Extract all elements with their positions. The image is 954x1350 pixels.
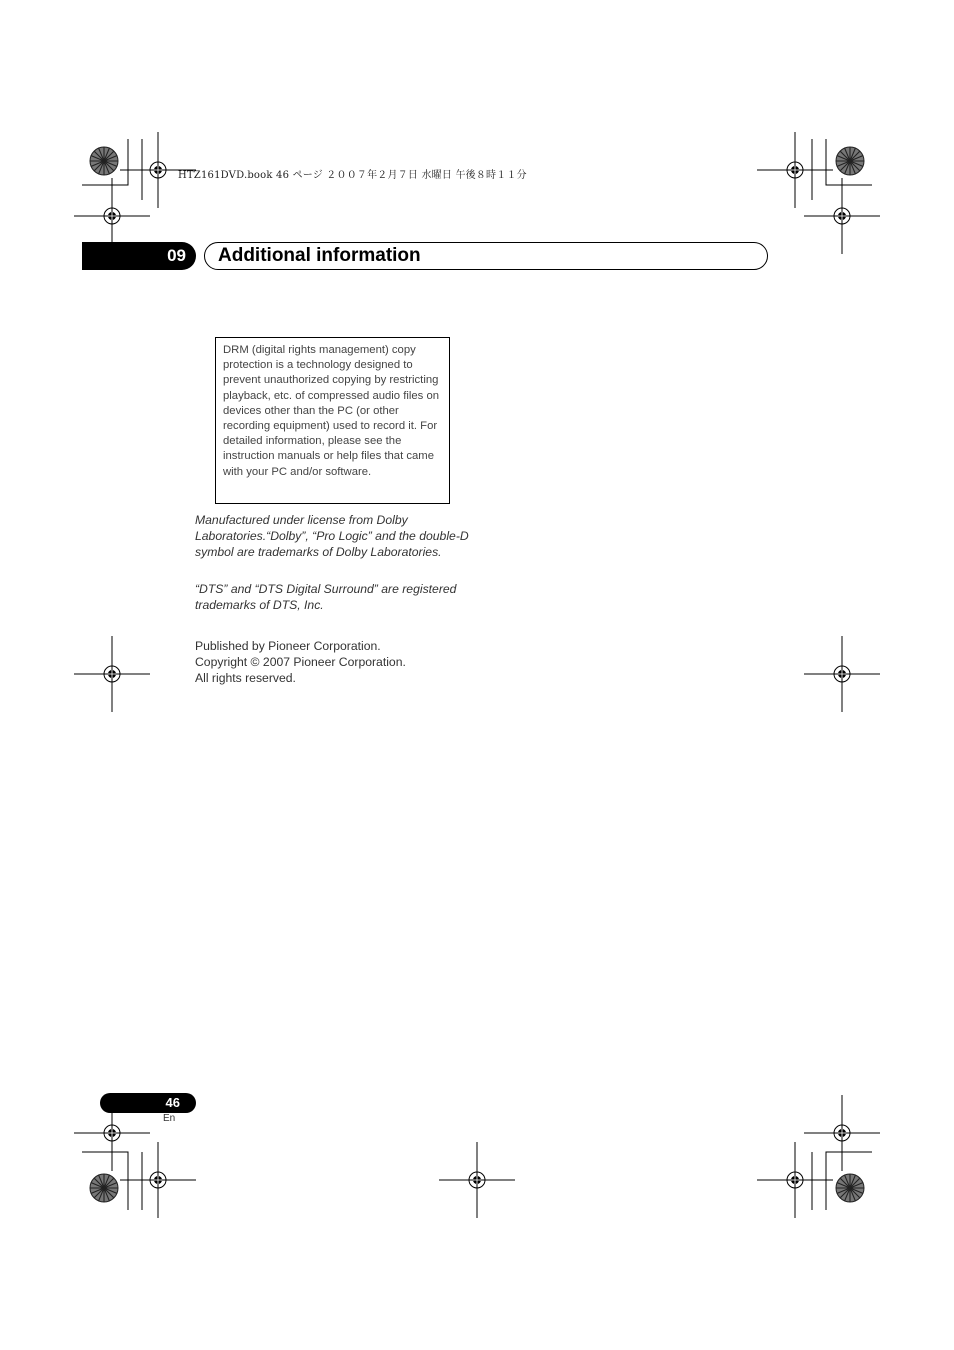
language-code: En <box>163 1113 176 1124</box>
page-number: 46 <box>100 1093 196 1113</box>
chapter-title: Additional information <box>218 245 421 266</box>
publisher-line: Published by Pioneer Corporation. <box>195 639 381 653</box>
chapter-number: 09 <box>82 242 196 270</box>
drm-note-box <box>215 337 450 504</box>
dolby-trademark: Manufactured under license from Dolby Laboratories.“Dolby”, “Pro Logic” and the double-D symbol are trademarks of Dolby Laboratories. <box>195 513 469 559</box>
dts-trademark: “DTS” and “DTS Digital Surround” are registered trademarks of DTS, Inc. <box>195 582 457 612</box>
print-header: HTZ161DVD.book 46 ページ ２００７年２月７日 水曜日 午後８時１１分 <box>178 170 527 181</box>
copyright-line: Copyright © 2007 Pioneer Corporation. <box>195 655 406 669</box>
publisher-block <box>195 638 406 686</box>
rights-line: All rights reserved. <box>195 671 296 685</box>
drm-note-text: DRM (digital rights management) copy protection is a technology designed to prevent unauthorized copying by restricting playback, etc. of compressed audio files on devices other than the PC (or other recording equipment) used to record it. For detailed information, please see the instruction manuals or help files that came with your PC and/or software. <box>223 344 440 478</box>
